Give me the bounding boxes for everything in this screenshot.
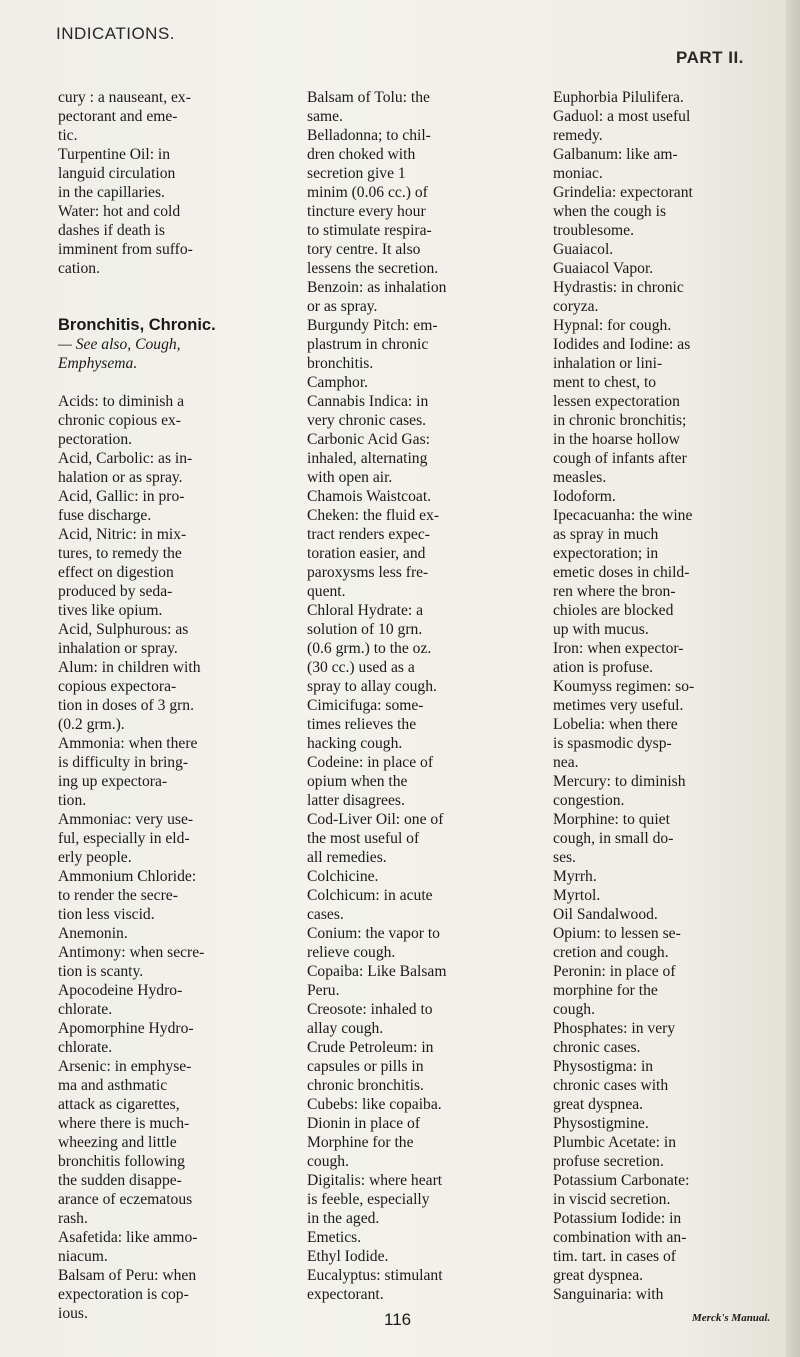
text-line: to stimulate respira- xyxy=(307,222,432,239)
adjacent-page-edge xyxy=(786,0,800,1357)
text-line: Cannabis Indica: in xyxy=(307,393,429,410)
text-line: Copaiba: Like Balsam xyxy=(307,963,447,980)
text-line: Burgundy Pitch: em- xyxy=(307,317,438,334)
text-line: Ethyl Iodide. xyxy=(307,1248,389,1265)
text-line: Hypnal: for cough. xyxy=(553,317,672,334)
text-column-2 xyxy=(307,88,527,1304)
text-line: wheezing and little xyxy=(58,1134,177,1151)
text-line: Physostigmine. xyxy=(553,1115,649,1132)
text-line: the sudden disappe- xyxy=(58,1172,182,1189)
text-line: Belladonna; to chil- xyxy=(307,127,431,144)
text-line: bronchitis. xyxy=(307,355,374,372)
text-line: tract renders expec- xyxy=(307,526,430,543)
text-line: tives like opium. xyxy=(58,602,163,619)
text-line: in chronic bronchitis; xyxy=(553,412,687,429)
text-line: Crude Petroleum: in xyxy=(307,1039,434,1056)
text-line: cough. xyxy=(553,1001,596,1018)
text-line: Water: hot and cold xyxy=(58,203,181,220)
text-line: cation. xyxy=(58,260,100,277)
text-line: ren where the bron- xyxy=(553,583,676,600)
text-line: times relieves the xyxy=(307,716,417,733)
text-line: Guaiacol. xyxy=(553,241,614,258)
text-line: (30 cc.) used as a xyxy=(307,659,415,676)
text-line: Potassium Iodide: in xyxy=(553,1210,682,1227)
text-line: congestion. xyxy=(553,792,625,809)
text-line: ment to chest, to xyxy=(553,374,657,391)
text-line: troublesome. xyxy=(553,222,634,239)
text-line: as spray in much xyxy=(553,526,659,543)
text-line: in the capillaries. xyxy=(58,184,165,201)
text-line: where there is much- xyxy=(58,1115,190,1132)
text-line: (0.2 grm.). xyxy=(58,716,125,733)
text-line: quent. xyxy=(307,583,346,600)
text-line: measles. xyxy=(553,469,607,486)
text-column-3 xyxy=(553,88,778,1304)
text-line: minim (0.06 cc.) of xyxy=(307,184,428,201)
text-line: ing up expectora- xyxy=(58,773,168,790)
text-line: Plumbic Acetate: in xyxy=(553,1134,676,1151)
text-line: languid circulation xyxy=(58,165,176,182)
text-line: copious expectora- xyxy=(58,678,177,695)
text-line: tim. tart. in cases of xyxy=(553,1248,676,1265)
blank-line xyxy=(58,297,273,316)
text-line: Ammoniac: very use- xyxy=(58,811,194,828)
text-line: Cubebs: like copaiba. xyxy=(307,1096,442,1113)
text-line: Apocodeine Hydro- xyxy=(58,982,183,999)
text-line: Peru. xyxy=(307,982,340,999)
text-line: tures, to remedy the xyxy=(58,545,182,562)
text-line: attack as cigarettes, xyxy=(58,1096,180,1113)
text-line: tic. xyxy=(58,127,78,144)
text-line: or as spray. xyxy=(307,298,378,315)
text-line: is difficulty in bring- xyxy=(58,754,189,771)
text-line: Ammonia: when there xyxy=(58,735,198,752)
text-line: metimes very useful. xyxy=(553,697,684,714)
text-line: Acid, Sulphurous: as xyxy=(58,621,189,638)
text-line: Koumyss regimen: so- xyxy=(553,678,695,695)
text-line: Myrrh. xyxy=(553,868,597,885)
text-line: Acids: to diminish a xyxy=(58,393,185,410)
text-line: cury : a nauseant, ex- xyxy=(58,89,191,106)
text-line: Camphor. xyxy=(307,374,369,391)
text-line: Mercury: to diminish xyxy=(553,773,686,790)
text-line: Eucalyptus: stimulant xyxy=(307,1267,443,1284)
text-line: Emetics. xyxy=(307,1229,362,1246)
text-line: cough. xyxy=(307,1153,350,1170)
text-line: Balsam of Tolu: the xyxy=(307,89,430,106)
text-line: lessen expectoration xyxy=(553,393,680,410)
text-line: combination with an- xyxy=(553,1229,687,1246)
text-line: great dyspnea. xyxy=(553,1267,644,1284)
publisher-footer: Merck's Manual. xyxy=(692,1312,771,1324)
text-line: chronic cases with xyxy=(553,1077,669,1094)
text-line: spray to allay cough. xyxy=(307,678,437,695)
text-line: Iron: when expector- xyxy=(553,640,684,657)
text-line: with open air. xyxy=(307,469,393,486)
text-line: inhalation or spray. xyxy=(58,640,178,657)
text-line: Chloral Hydrate: a xyxy=(307,602,424,619)
text-line: hacking cough. xyxy=(307,735,403,752)
text-line: latter disagrees. xyxy=(307,792,405,809)
text-line: cough, in small do- xyxy=(553,830,674,847)
text-line: imminent from suffo- xyxy=(58,241,193,258)
text-line: arance of eczematous xyxy=(58,1191,193,1208)
text-line: Physostigma: in xyxy=(553,1058,654,1075)
text-line: Benzoin: as inhalation xyxy=(307,279,447,296)
text-line: expectoration is cop- xyxy=(58,1286,189,1303)
text-line: ation is profuse. xyxy=(553,659,654,676)
text-line: Myrtol. xyxy=(553,887,601,904)
text-line: pectoration. xyxy=(58,431,133,448)
text-line: ses. xyxy=(553,849,576,866)
running-header-right: PART II. xyxy=(676,48,744,67)
text-line: Alum: in children with xyxy=(58,659,201,676)
text-line: cough of infants after xyxy=(553,450,687,467)
text-line: Acid, Gallic: in pro- xyxy=(58,488,185,505)
text-line: all remedies. xyxy=(307,849,387,866)
text-line: Euphorbia Pilulifera. xyxy=(553,89,684,106)
text-line: (0.6 grm.) to the oz. xyxy=(307,640,432,657)
text-line: Opium: to lessen se- xyxy=(553,925,681,942)
text-line: Iodoform. xyxy=(553,488,616,505)
text-line: Apomorphine Hydro- xyxy=(58,1020,194,1037)
text-line: coryza. xyxy=(553,298,599,315)
text-line: solution of 10 grn. xyxy=(307,621,423,638)
text-line: Colchicine. xyxy=(307,868,379,885)
text-line: Gaduol: a most useful xyxy=(553,108,691,125)
text-line: to render the secre- xyxy=(58,887,178,904)
text-line: secretion give 1 xyxy=(307,165,406,182)
text-line: same. xyxy=(307,108,343,125)
text-line: remedy. xyxy=(553,127,603,144)
text-column-1 xyxy=(58,88,273,1323)
text-line: opium when the xyxy=(307,773,408,790)
text-line: Conium: the vapor to xyxy=(307,925,440,942)
text-line: Arsenic: in emphyse- xyxy=(58,1058,192,1075)
blank-line xyxy=(58,278,273,297)
text-line: cretion and cough. xyxy=(553,944,669,961)
text-line: Sanguinaria: with xyxy=(553,1286,664,1303)
text-line: Emphysema. xyxy=(58,355,138,372)
text-line: Anemonin. xyxy=(58,925,128,942)
text-line: Cimicifuga: some- xyxy=(307,697,424,714)
text-line: chronic copious ex- xyxy=(58,412,181,429)
blank-line xyxy=(58,373,273,392)
text-line: Peronin: in place of xyxy=(553,963,676,980)
text-line: up with mucus. xyxy=(553,621,649,638)
text-line: inhalation or lini- xyxy=(553,355,663,372)
text-line: relieve cough. xyxy=(307,944,396,961)
text-line: rash. xyxy=(58,1210,88,1227)
text-line: chlorate. xyxy=(58,1001,113,1018)
text-line: cases. xyxy=(307,906,344,923)
text-line: tincture every hour xyxy=(307,203,426,220)
text-line: chioles are blocked xyxy=(553,602,674,619)
text-line: Bronchitis, Chronic. xyxy=(58,316,216,334)
text-line: Grindelia: expectorant xyxy=(553,184,693,201)
text-line: toration easier, and xyxy=(307,545,426,562)
text-line: Lobelia: when there xyxy=(553,716,678,733)
text-line: tory centre. It also xyxy=(307,241,421,258)
text-line: tion is scanty. xyxy=(58,963,144,980)
text-line: Codeine: in place of xyxy=(307,754,434,771)
text-line: in the hoarse hollow xyxy=(553,431,680,448)
text-line: tion. xyxy=(58,792,87,809)
text-line: the most useful of xyxy=(307,830,420,847)
text-line: pectorant and eme- xyxy=(58,108,178,125)
text-line: Iodides and Iodine: as xyxy=(553,336,691,353)
text-line: Digitalis: where heart xyxy=(307,1172,443,1189)
text-line: Acid, Carbolic: as in- xyxy=(58,450,193,467)
text-line: tion in doses of 3 grn. xyxy=(58,697,195,714)
text-line: Carbonic Acid Gas: xyxy=(307,431,430,448)
text-line: is feeble, especially xyxy=(307,1191,430,1208)
text-line: allay cough. xyxy=(307,1020,384,1037)
text-line: emetic doses in child- xyxy=(553,564,690,581)
text-line: expectorant. xyxy=(307,1286,384,1303)
text-line: Oil Sandalwood. xyxy=(553,906,658,923)
text-line: chronic bronchitis. xyxy=(307,1077,424,1094)
running-header-left: INDICATIONS. xyxy=(56,24,176,43)
text-line: when the cough is xyxy=(553,203,667,220)
text-line: chlorate. xyxy=(58,1039,113,1056)
text-line: in the aged. xyxy=(307,1210,380,1227)
text-line: is spasmodic dysp- xyxy=(553,735,672,752)
text-line: plastrum in chronic xyxy=(307,336,429,353)
text-line: Ipecacuanha: the wine xyxy=(553,507,693,524)
text-line: dren choked with xyxy=(307,146,416,163)
text-line: moniac. xyxy=(553,165,603,182)
text-line: ma and asthmatic xyxy=(58,1077,168,1094)
text-line: Colchicum: in acute xyxy=(307,887,433,904)
text-line: expectoration; in xyxy=(553,545,659,562)
text-line: Morphine for the xyxy=(307,1134,414,1151)
page-number: 116 xyxy=(384,1310,412,1329)
text-line: Potassium Carbonate: xyxy=(553,1172,690,1189)
text-line: in viscid secretion. xyxy=(553,1191,671,1208)
text-line: Asafetida: like ammo- xyxy=(58,1229,198,1246)
text-line: paroxysms less fre- xyxy=(307,564,429,581)
text-line: very chronic cases. xyxy=(307,412,427,429)
text-line: produced by seda- xyxy=(58,583,173,600)
text-line: Hydrastis: in chronic xyxy=(553,279,684,296)
text-line: Morphine: to quiet xyxy=(553,811,670,828)
text-line: Chamois Waistcoat. xyxy=(307,488,432,505)
text-line: Dionin in place of xyxy=(307,1115,421,1132)
text-line: Cod-Liver Oil: one of xyxy=(307,811,444,828)
text-line: tion less viscid. xyxy=(58,906,155,923)
text-line: inhaled, alternating xyxy=(307,450,428,467)
text-line: morphine for the xyxy=(553,982,658,999)
text-line: ious. xyxy=(58,1305,88,1322)
text-line: fuse discharge. xyxy=(58,507,152,524)
text-line: — See also, Cough, xyxy=(58,336,181,353)
text-line: chronic cases. xyxy=(553,1039,641,1056)
text-line: ful, especially in eld- xyxy=(58,830,190,847)
text-line: great dyspnea. xyxy=(553,1096,644,1113)
text-line: lessens the secretion. xyxy=(307,260,439,277)
text-line: effect on digestion xyxy=(58,564,174,581)
text-line: Balsam of Peru: when xyxy=(58,1267,197,1284)
text-line: Ammonium Chloride: xyxy=(58,868,197,885)
text-line: dashes if death is xyxy=(58,222,165,239)
text-line: Guaiacol Vapor. xyxy=(553,260,654,277)
text-line: Galbanum: like am- xyxy=(553,146,678,163)
text-line: bronchitis following xyxy=(58,1153,185,1170)
text-line: Turpentine Oil: in xyxy=(58,146,171,163)
text-line: halation or as spray. xyxy=(58,469,183,486)
text-line: Antimony: when secre- xyxy=(58,944,205,961)
text-line: Acid, Nitric: in mix- xyxy=(58,526,187,543)
text-line: Creosote: inhaled to xyxy=(307,1001,433,1018)
text-line: nea. xyxy=(553,754,579,771)
text-line: Cheken: the fluid ex- xyxy=(307,507,440,524)
text-line: niacum. xyxy=(58,1248,108,1265)
text-line: profuse secretion. xyxy=(553,1153,664,1170)
text-line: Phosphates: in very xyxy=(553,1020,676,1037)
text-line: capsules or pills in xyxy=(307,1058,424,1075)
text-line: erly people. xyxy=(58,849,132,866)
